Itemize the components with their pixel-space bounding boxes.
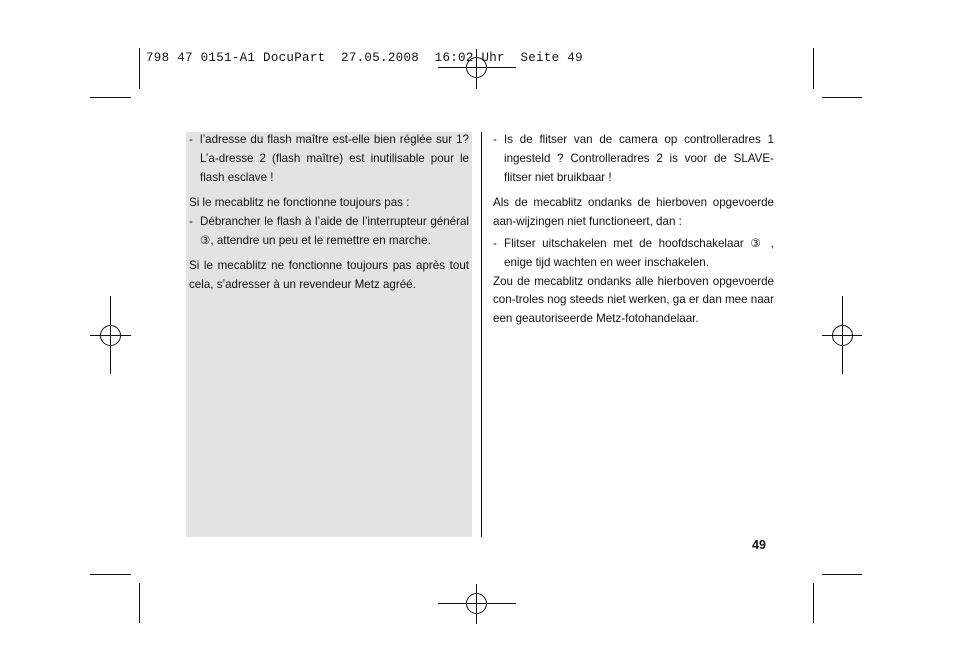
crop-mark-top-right-vertical — [813, 48, 814, 89]
list-item-text: Débrancher le flash à l’aide de l’interrupteur général ③, attendre un peu et le remettre en marche. — [200, 215, 469, 247]
crop-mark-bottom-left-vertical — [139, 583, 140, 623]
column-divider — [481, 132, 482, 537]
registration-left-circle — [100, 325, 121, 346]
crop-mark-bottom-left-horizontal — [90, 574, 131, 575]
crop-mark-top-left-horizontal — [90, 97, 131, 98]
left-column-french — [189, 131, 469, 294]
list-item — [189, 131, 469, 187]
print-header-slug: 798 47 0151-A1 DocuPart 27.05.2008 16:02 Uhr Seite 49 — [146, 51, 583, 65]
crop-mark-bottom-right-horizontal — [822, 574, 862, 575]
list-item — [493, 235, 774, 273]
paragraph: Zou de mecablitz ondanks alle hierboven opgevoerde con-troles nog steeds niet werken, ga er dan mee naar een geautoriseerde Metz-fotohandelaar. — [493, 274, 774, 326]
crop-mark-top-left-vertical — [139, 48, 140, 89]
registration-right-circle — [832, 325, 853, 346]
list-item-text: Is de flitser van de camera op controlleradres 1 ingesteld ? Controlleradres 2 is voor de SLAVE-flitser niet bruikbaar ! — [504, 133, 774, 184]
dash-bullet: - — [189, 215, 193, 229]
dash-bullet: - — [493, 133, 497, 146]
list-item-text: l’adresse du flash maître est-elle bien réglée sur 1? L’a-dresse 2 (flash maître) est inutilisable pour le flash esclave ! — [200, 133, 469, 184]
dash-bullet: - — [189, 133, 193, 146]
right-column-dutch — [493, 131, 774, 329]
list-item-text: Flitser uitschakelen met de hoofdschakelaar ③ , enige tijd wachten en weer inschakelen. — [504, 236, 774, 269]
paragraph: Als de mecablitz ondanks de hierboven opgevoerde aan-wijzingen niet functioneert, dan : — [493, 196, 774, 229]
crop-mark-bottom-right-vertical — [813, 583, 814, 623]
paragraph: Si le mecablitz ne fonctionne toujours pas après tout cela, s’adresser à un revendeur Metz agréé. — [189, 258, 469, 291]
registration-bottom-circle — [466, 593, 487, 614]
dash-bullet: - — [493, 236, 497, 250]
page-number: 49 — [752, 538, 766, 552]
crop-mark-top-right-horizontal — [822, 97, 862, 98]
paragraph: Si le mecablitz ne fonctionne toujours pas : — [189, 196, 410, 210]
list-item — [189, 213, 469, 251]
list-item — [493, 131, 774, 187]
